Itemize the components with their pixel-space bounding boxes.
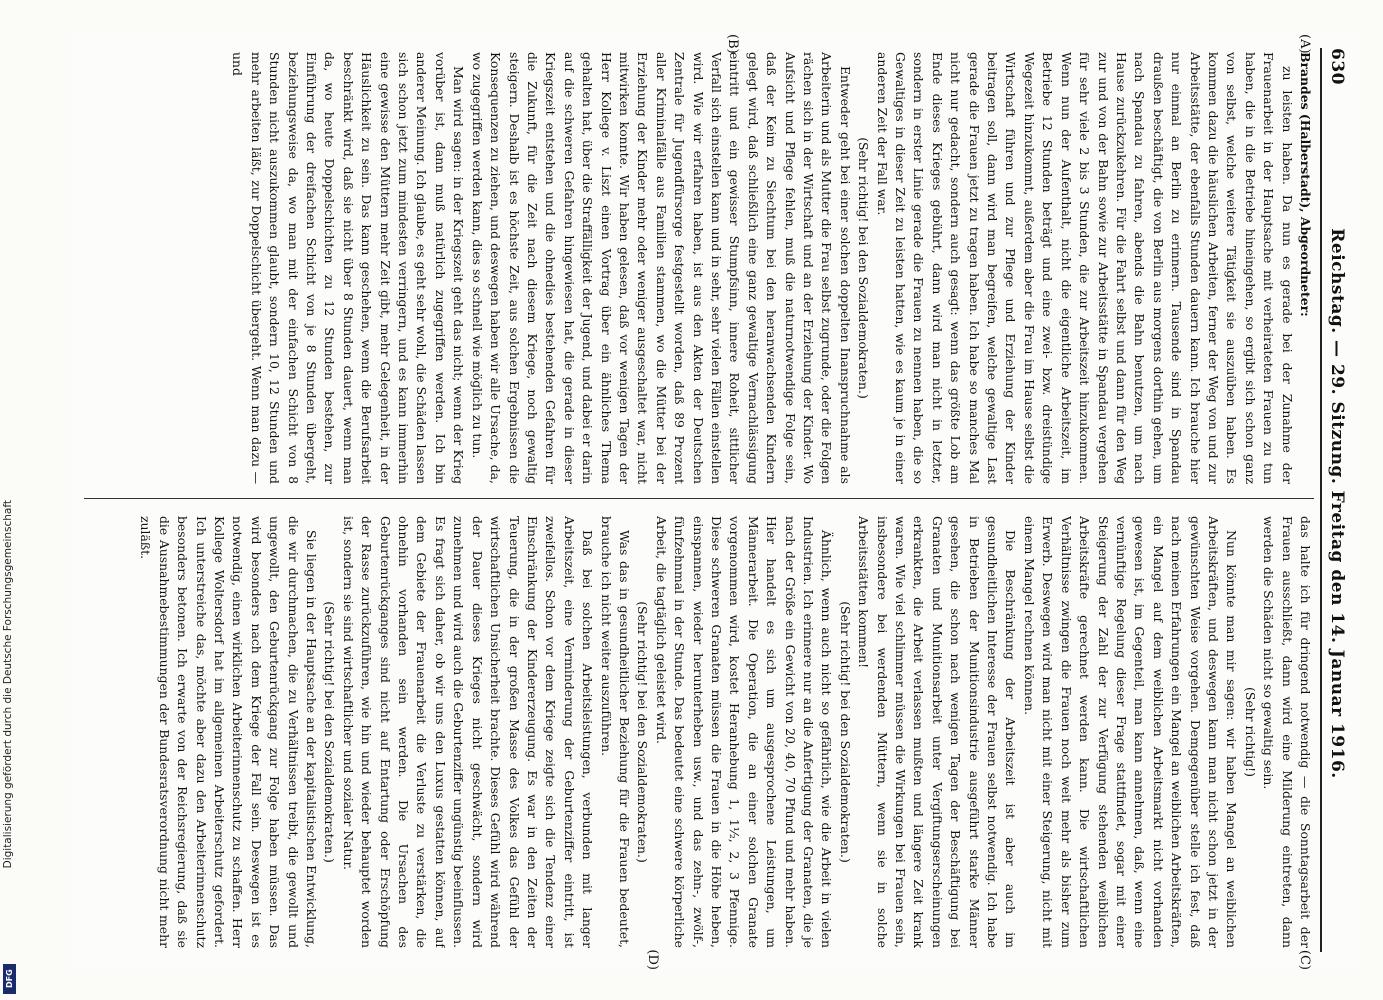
interjection: (Sehr richtig! bei den Sozialdemokraten.) <box>837 601 853 863</box>
margin-marker-a: (A) <box>1297 34 1312 54</box>
paragraph: Daß bei solchen Arbeitsleistungen, verbunden mit langer Arbeitszeit, eine Verminderung der Geburtenziffer eintritt, ist zweifellos. Schon vor dem Kriege zeigte sich die Tendenz einer Einschränkung der Kindererzeugung. Es war in den Zeiten der Teuerung, die in der großen Masse des Volkes das Gefühl der wirtschaftlichen Unsicherheit brachte. Dieses Gefühl wird während der Dauer dieses Krieges nicht geschwächt, sondern wird zunehmen und wird auch die Geburtenziffer ungünstig beeinflussen. Es fragt sich daher, ob wir uns den Luxus gestatten können, auf dem Gebiete der Frauenarbeit die Verluste zu verstärken, die ohnehin vorhanden sein werden. Die Ursachen des Geburtenrückganges sind nicht auf Entartung oder Erschöpfung der Rasse zurückzuführen, wie hin und wieder behauptet worden ist, sondern sie sind wirtschaftlicher und sozialer Natur. <box>340 516 596 948</box>
paragraph: Ähnlich, wenn auch nicht so gefährlich, wie die Arbeit in vielen Industrien. Ich erinnere nur an die Anfertigung der Granaten, die je nach der Größe ein Gewicht von 20, 40, 70 Pfund und mehr haben. Hier handelt es sich um ausgesprochene Leistungen, um Männerarbeit. Die Operation, die an einer solchen Granate vorgenommen wird, kostet Heranhebung 1, 1½, 2, 3 Pfennige. Diese schweren Granaten müssen die Frauen in die Höhe heben, einspannen, wieder herunterheben usw., und das zehn-, zwölf-, fünfzehnmal in der Stunde. Das bedeutet eine schwere körperliche Arbeit, die tagtäglich geleistet wird. <box>653 516 835 948</box>
dfg-logo: DFG <box>3 964 16 994</box>
paragraph: das halte ich für dringend notwendig — die Sonntagsarbeit der Frauen ausschließt, dann wird eine Milderung eintreten, dann werden die Schäden nicht so gewaltig sein. <box>1261 516 1313 948</box>
interjection: (Sehr richtig! bei den Sozialdemokraten.) <box>635 601 651 863</box>
paragraph: Die Beschränkung der Arbeitszeit ist aber auch im gesundheitlichen Interesse der Frauen selbst notwendig. Ich habe in Betrieben der Munitionsindustrie ausgeführt starke Männer gesehen, die schon nach wenigen Tagen der Beschäftigung bei Granaten und Munitionsarbeit unter Vergiftungserscheinungen erkrankten, die Arbeit verlassen mußten und längere Zeit krank waren. Wie viel schlimmer müssen die Wirkungen bei Frauen sein, insbesondere bei werdenden Müttern, wenn sie in solche Arbeitsstätten kommen! <box>856 516 1019 948</box>
interjection: (Sehr richtig! bei den Sozialdemokraten.) <box>322 601 338 863</box>
margin-marker-b: (B) <box>725 34 740 54</box>
credit-text: Digitalisierung gefördert durch die Deutsche Forschungsgemeinschaft <box>2 500 14 869</box>
paragraph: Entweder geht bei einer solchen doppelten Inanspruchnahme als Arbeiterin und als Mutter die Frau selbst zugrunde, oder die Folgen rächen sich in der Wirtschaft und an der Erziehung der Kinder. Wo Aufsicht und Pflege fehlen, muß die naturnotwendige Folge sein, daß der Keim zu Siechtum bei den heranwachsenden Kindern gelegt wird, daß schließlich eine ganz gewaltige Vernachlässigung eintritt und ein gewisser Stumpfsinn, innere Roheit, sittlicher Verfall sich einstellen kann und in sehr, sehr vielen Fällen einstellen wird. Wie wir erfahren haben, ist aus den Akten der Deutschen Zentrale für Jugendfürsorge festgestellt worden, daß 89 Prozent aller Kriminalfälle aus Familien stammen, wo die Mütter bei der Erziehung der Kinder mehr oder weniger ausgeschaltet war, nicht mitwirken konnte. Wir haben gelesen, daß vor wenigen Tagen der Herr Kollege v. Liszt einen Vortrag über ein ähnliches Thema gehalten hat, über die Straffälligkeit der Jugend, und dabei er darin auf die schweren Gefahren hingewiesen hat, die gerade in dieser Kriegszeit entstehen und die ohnedies bestehenden Gefahren für die Zukunft, für die Zeit nach diesem Kriege, noch gewaltig steigern. Deshalb ist es höchste Zeit, aus solchen Ergebnissen die Konsequenzen zu ziehen, und deswegen haben wir alle Ursache, da, wo zugegriffen werden kann, dies so schnell wie möglich zu tun. <box>469 52 853 484</box>
paragraph: zu leisten haben. Da nun es gerade bei der Zunahme der Frauenarbeit in der Hauptsache mit verheirateten Frauen zu tun haben, die in die Betriebe hineingehen, so ergibt sich schon ganz von selbst, welche weitere Tätigkeit sie auszuüben haben. Es kommen dazu die häuslichen Arbeiten, ferner der Weg von und zur Arbeitsstätte, der ebenfalls Stunden dauern kann. Ich brauche hier nur einmal an Berlin zu erinnern. Tausende sind in Spandau draußen beschäftigt, die von Berlin aus morgens dorthin gehen, um nach Spandau zu fahren, abends die Bahn benutzen, um nach Hause zurückzukehren. Für die Fahrt selbst und dann für den Weg zur und von der Bahn sowie zur Arbeitsstätte in Spandau vergehen für sehr viele 2 bis 3 Stunden, die zur Arbeitszeit hinzukommen. Wenn nun der Aufenthalt, nicht die eigentliche Arbeitszeit, im Betriebe 12 Stunden beträgt und eine zwei- bzw. dreistündige Wegezeit hinzukommt, außerdem aber die Frau im Hause selbst die Wirtschaft führen und zur Pflege und Erziehung der Kinder beitragen soll, dann wird man begreifen, welche gewaltige Last gerade die Frauen jetzt zu tragen haben. Ich habe so manches Mal nicht nur gedacht, sondern auch gesagt: wenn das größte Lob am Ende dieses Krieges gebührt, dann wird man nicht in letzter, sondern in erster Linie gerade die Frauen zu nennen haben, die so Gewaltiges in dieser Zeit zu leisten hatten, wie es kaum je in einer anderen Zeit der Fall war. <box>874 52 1295 484</box>
paragraph: Sie liegen in der Hauptsache an der kapitalistischen Entwicklung, die wir durchmachen, die zu Verhältnissen treibt, die gewollt und ungewollt, den Geburtenrückgang zur Folge haben müssen. Das wird besonders nach dem Kriege der Fall sein. Deswegen ist es notwendig, einen wirklichen Arbeiterinnenschutz zu schaffen. Herr Kollege Woltersdorf hat im allgemeinen Arbeiterschutz gefordert. Ich unterstreiche das, möchte aber dazu den Arbeiterinnenschutz besonders betonen. Ich erwarte von der Reichsregierung, daß sie die Ausnahmebestimmungen der Bundesratsverordnung nicht mehr zuläßt. <box>138 516 320 948</box>
left-column <box>84 52 1314 484</box>
rotated-page-content <box>70 30 1360 970</box>
column-divider <box>84 498 1314 499</box>
page-number: 630 <box>1327 48 1347 85</box>
page-header <box>1320 48 1352 952</box>
document-page <box>70 30 1360 970</box>
paragraph: Nun könnte man mir sagen: wir haben Mangel an weiblichen Arbeitskräften, und deswegen kann man nicht schon jetzt in der gewünschten Weise vorgehen. Demgegenüber stelle ich fest, daß nach meinen Erfahrungen ein Mangel an weiblichen Arbeitskräften, ein Mangel auf dem weiblichen Arbeitsmarkt nicht vorhanden gewesen ist, im Gegenteil, man kann annehmen, daß, wenn eine vernünftige Regelung dieser Frage stattfindet, sogar mit einer Steigerung der Zahl der zur Verfügung stehenden weiblichen Arbeitskräfte gerechnet werden kann. Die wirtschaftlichen Verhältnisse zwingen die Frauen noch weit mehr als bisher zum Erwerb. Deswegen wird man nicht mit einer Steigerung, nicht mit einem Mangel rechnen können. <box>1021 516 1240 948</box>
paragraph: Man wird sagen: in der Kriegszeit geht das nicht; wenn der Krieg vorüber ist, dann muß natürlich zugegriffen werden. Ich bin anderer Meinung. Ich glaube, es geht sehr wohl, die Schäden lassen sich schon jetzt zum mindesten verringern, und es kann immerhin eine gewisse den Müttern mehr Zeit gibt, mehr Gelegenheit, in der Häuslichkeit zu sein. Das kann geschehen, wenn die Berufsarbeit beschränkt wird, daß sie nicht über 8 Stunden dauert, wenn man da, wo heute Doppelschichten zu 12 Stunden bestehen, zur Einführung der dreifachen Schicht von je 8 Stunden übergeht, beziehungsweise da, wo man mit der einfachen Schicht von 8 Stunden nicht auszukommen glaubt, sondern 10, 12 Stunden und mehr arbeiten läßt, zur Doppelschicht übergeht. Wenn man dazu — und <box>230 52 467 484</box>
interjection: (Sehr richtig! bei den Sozialdemokraten.) <box>856 137 872 399</box>
interjection: (Sehr richtig!) <box>1242 687 1258 777</box>
margin-marker-d: (D) <box>645 949 660 970</box>
page-title: Reichstag. — 29. Sitzung. Freitag den 14. Januar 1916. <box>1327 228 1347 779</box>
right-column <box>84 516 1314 948</box>
paragraph: Was das in gesundheitlicher Beziehung für die Frauen bedeutet, brauche ich nicht weiter auszuführen. <box>598 516 632 948</box>
speaker-line: Brandes (Halberstadt), Abgeordneter: <box>1298 52 1313 317</box>
digitization-credit <box>2 500 18 1000</box>
margin-marker-c: (C) <box>1297 949 1312 970</box>
